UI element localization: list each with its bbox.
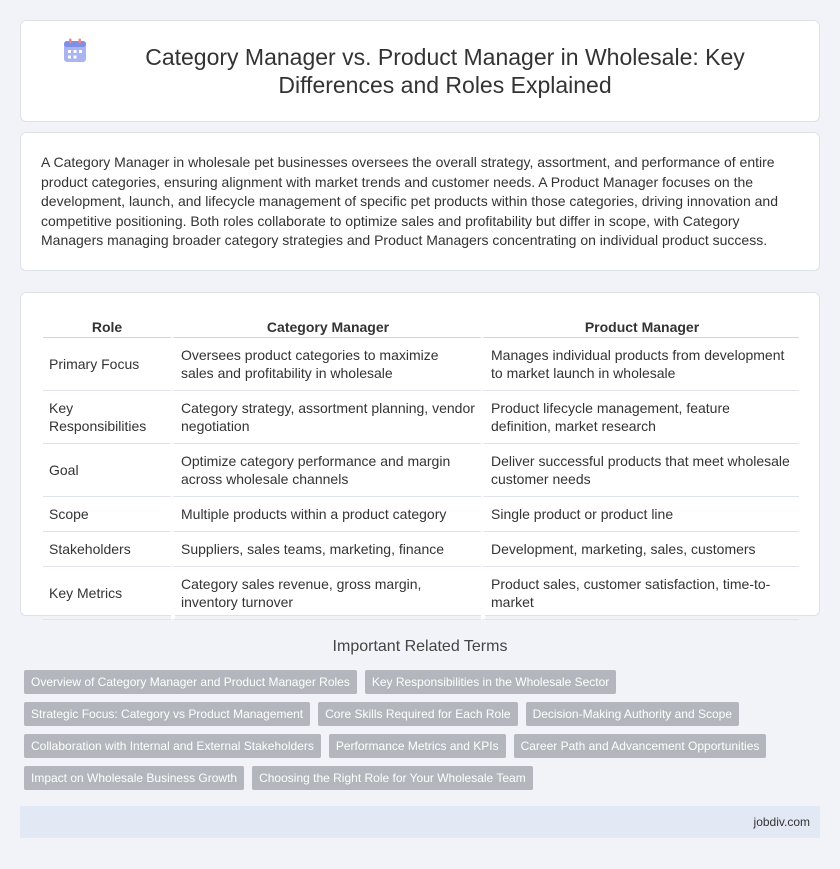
category-manager-cell: Oversees product categories to maximize sales and profitability in wholesale <box>171 338 481 391</box>
intro-card <box>20 132 820 271</box>
table-row <box>43 338 799 391</box>
page-title: Category Manager vs. Product Manager in Wholesale: Key Differences and Roles Explained <box>145 44 745 98</box>
row-label: Stakeholders <box>43 532 171 567</box>
product-manager-cell: Development, marketing, sales, customers <box>481 532 799 567</box>
table-header-row <box>43 313 799 338</box>
table-row <box>43 497 799 532</box>
related-term-tag[interactable]: Overview of Category Manager and Product Manager Roles <box>24 670 357 694</box>
row-label: Goal <box>43 444 171 497</box>
row-label: Key Metrics <box>43 567 171 620</box>
tag-row <box>24 670 824 694</box>
category-manager-cell: Category sales revenue, gross margin, inventory turnover <box>171 567 481 620</box>
related-terms-tags <box>24 670 824 798</box>
footer-site-link[interactable]: jobdiv.com <box>753 815 810 829</box>
category-manager-cell: Category strategy, assortment planning, vendor negotiation <box>171 391 481 444</box>
product-manager-cell: Deliver successful products that meet wholesale customer needs <box>481 444 799 497</box>
product-manager-cell: Single product or product line <box>481 497 799 532</box>
related-term-tag[interactable]: Career Path and Advancement Opportunities <box>514 734 767 758</box>
table-row <box>43 567 799 620</box>
related-term-tag[interactable]: Decision-Making Authority and Scope <box>526 702 739 726</box>
category-manager-cell: Optimize category performance and margin across wholesale channels <box>171 444 481 497</box>
category-manager-cell: Suppliers, sales teams, marketing, finance <box>171 532 481 567</box>
related-term-tag[interactable]: Performance Metrics and KPIs <box>329 734 506 758</box>
title-card <box>20 20 820 122</box>
header-role: Role <box>43 313 171 338</box>
table-row <box>43 391 799 444</box>
document-icon <box>61 37 89 65</box>
tag-row <box>24 734 824 758</box>
header-category-manager: Category Manager <box>171 313 481 338</box>
tag-row <box>24 702 824 726</box>
row-label: Primary Focus <box>43 338 171 391</box>
table-row <box>43 444 799 497</box>
comparison-table-card <box>20 292 820 616</box>
row-label: Scope <box>43 497 171 532</box>
related-term-tag[interactable]: Strategic Focus: Category vs Product Management <box>24 702 310 726</box>
related-term-tag[interactable]: Key Responsibilities in the Wholesale Sector <box>365 670 616 694</box>
related-term-tag[interactable]: Choosing the Right Role for Your Wholesale Team <box>252 766 533 790</box>
footer <box>20 806 820 838</box>
product-manager-cell: Product lifecycle management, feature definition, market research <box>481 391 799 444</box>
tag-row <box>24 766 824 790</box>
header-product-manager: Product Manager <box>481 313 799 338</box>
table-row <box>43 532 799 567</box>
related-term-tag[interactable]: Collaboration with Internal and External Stakeholders <box>24 734 321 758</box>
category-manager-cell: Multiple products within a product category <box>171 497 481 532</box>
related-terms-title: Important Related Terms <box>332 638 508 655</box>
comparison-table <box>43 313 799 620</box>
product-manager-cell: Manages individual products from development to market launch in wholesale <box>481 338 799 391</box>
row-label: Key Responsibilities <box>43 391 171 444</box>
intro-paragraph: A Category Manager in wholesale pet businesses oversees the overall strategy, assortment, and performance of entire product categories, ensuring alignment with market trends and customer needs. A Product Manager focuses on the development, launch, and lifecycle management of specific pet products within those categories, driving innovation and competitive positioning. Both roles collaborate to optimize sales and profitability but differ in scope, with Category Managers managing broader category strategies and Product Managers concentrating on individual product success. <box>41 154 778 248</box>
related-term-tag[interactable]: Core Skills Required for Each Role <box>318 702 517 726</box>
related-term-tag[interactable]: Impact on Wholesale Business Growth <box>24 766 244 790</box>
product-manager-cell: Product sales, customer satisfaction, time-to-market <box>481 567 799 620</box>
